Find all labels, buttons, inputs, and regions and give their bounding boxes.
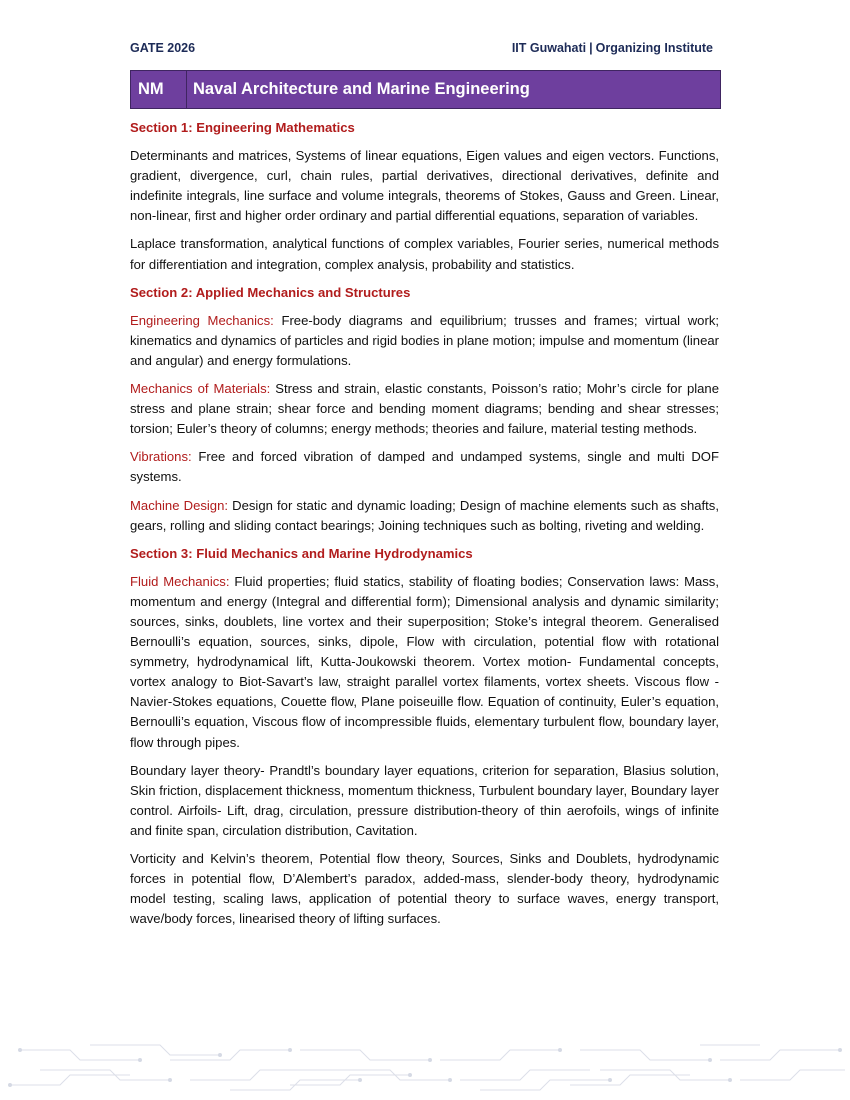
paragraph-text: Free-body diagrams and equilibrium; trusses and frames; virtual work; kinematics and dynamics of particles and rigid bodies in plane motion; impulse and momentum (linear and angular) and energy formulations. <box>130 312 720 368</box>
paragraph-text: Vorticity and Kelvin’s theorem, Potential flow theory, Sources, Sinks and Doublets, hydrodynamic forces in potential flow, D’Alembert’s paradox, added-mass, slender-body theory, hydrodynamic model testing, scaling laws, application of potential theory to surface waves, energy transport, wave/body forces, linearised theory of lifting surfaces. <box>130 851 719 927</box>
paragraph-text: Stress and strain, elastic constants, Poisson’s ratio; Mohr’s circle for plane stress and plane strain; shear force and bending moment diagrams; bending and shear stresses; torsion; Euler’s theory of columns; energy methods; theories and failure, material testing methods. <box>130 381 719 437</box>
page-header <box>130 41 713 59</box>
exam-name: GATE 2026 <box>130 41 196 55</box>
section-heading: Section 3: Fluid Mechanics and Marine Hydrodynamics <box>130 545 473 561</box>
paper-code: NM <box>131 71 187 108</box>
topic-label: Mechanics of Materials: <box>130 381 271 397</box>
paragraph-text: Laplace transformation, analytical functions of complex variables, Fourier series, numerical methods for differentiation and integration, complex analysis, probability and statistics. <box>130 236 719 272</box>
paper-title-bar <box>130 70 721 109</box>
topic-label: Fluid Mechanics: <box>130 573 230 589</box>
section-heading: Section 2: Applied Mechanics and Structures <box>130 284 411 300</box>
paragraph <box>130 379 719 439</box>
topic-label: Engineering Mechanics: <box>130 312 274 328</box>
paragraph <box>130 496 719 536</box>
topic-label: Vibrations: <box>130 449 192 465</box>
paragraph-text: Free and forced vibration of damped and undamped systems, single and multi DOF systems. <box>130 449 719 485</box>
paragraph <box>130 572 719 753</box>
paragraph <box>130 447 719 487</box>
paper-name: Naval Architecture and Marine Engineering <box>193 80 530 98</box>
syllabus-content <box>130 118 719 937</box>
circuit-footer-decoration <box>0 1030 850 1100</box>
paragraph-text: Design for static and dynamic loading; Design of machine elements such as shafts, gears, rolling and sliding contact bearings; Joining techniques such as bolting, riveting and welding. <box>130 497 719 533</box>
organizer-role: Organizing Institute <box>595 41 713 55</box>
paragraph <box>130 234 719 274</box>
paragraph-text: Determinants and matrices, Systems of linear equations, Eigen values and eigen vectors. Functions, gradient, divergence, curl, chain rules, partial derivatives, directional derivatives, definite and indefinite integrals, line surface and volume integrals, theorems of Stokes, Gauss and Green. Linear, non-linear, first and higher order ordinary and partial differential equations, separation of variables. <box>130 148 719 224</box>
paragraph-text: Boundary layer theory- Prandtl’s boundary layer equations, criterion for separation, Blasius solution, Skin friction, displacement thickness, momentum thickness, Turbulent boundary layer, Boundary layer control. Airfoils- Lift, drag, circulation, pressure distribution-theory of thin aerofoils, wings of infinite and finite span, circulation distribution, Cavitation. <box>130 762 719 838</box>
paragraph <box>130 146 719 226</box>
topic-label: Machine Design: <box>130 497 229 513</box>
organizer-info <box>512 41 713 55</box>
institute-name: IIT Guwahati <box>511 41 587 55</box>
header-separator: | <box>589 41 593 55</box>
paragraph-text: Fluid properties; fluid statics, stability of floating bodies; Conservation laws: Mass, momentum and energy (Integral and differential form); Dimensional analysis and dynamic similarity; sources, sinks, doublets, line vortex and their superposition; Stoke’s integral theorem. Generalised Bernoulli’s equation, sources, sinks, dipole, Flow with circulation, potential flow with rotational symmetry, hydrodynamical lift, Kutta-Joukowski theorem. Vortex motion- Fundamental concepts, vortex analogy to Biot-Savart’s law, straight parallel vortex filaments, vortex sheets. Viscous flow - Navier-Stokes equations, Couette flow, Plane poiseuille flow. Equation of continuity, Euler’s equation, Bernoulli’s equation, Viscous flow of incompressible fluids, elementary turbulent flow, boundary layer, flow through pipes. <box>130 573 719 750</box>
paragraph <box>130 761 719 841</box>
section-heading: Section 1: Engineering Mathematics <box>130 120 355 135</box>
paragraph <box>130 849 719 929</box>
paragraph <box>130 311 719 371</box>
